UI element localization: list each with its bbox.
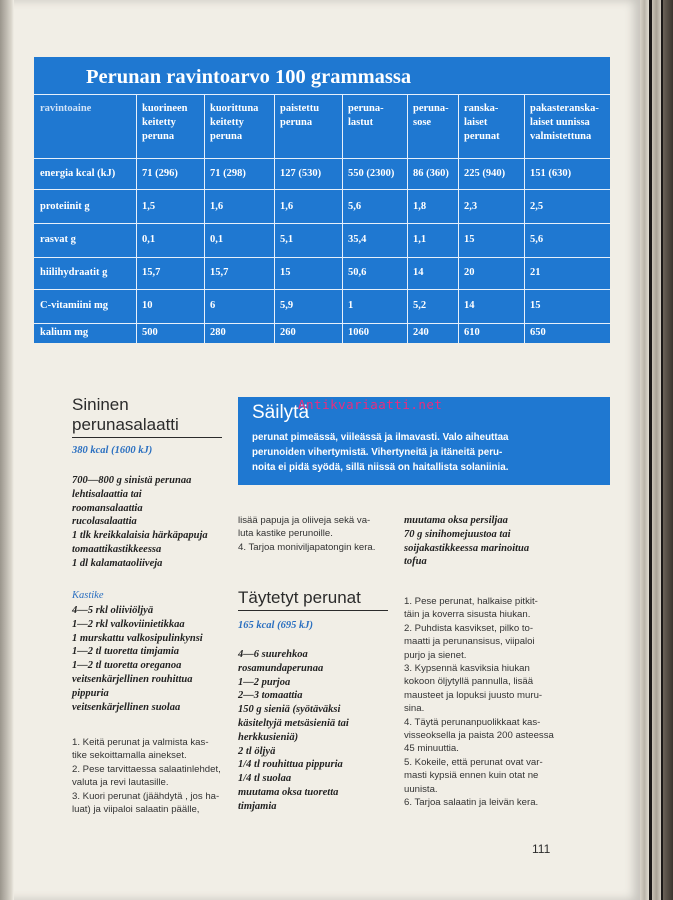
table-cell: 5,1 [280,234,294,245]
table-cell: 225 (940) [464,168,506,179]
ingredient-line: rucolasalaattia [72,516,137,528]
salad-steps [72,736,221,816]
table-cell: 650 [530,327,546,338]
step-line: valuta ja revi lautasille. [72,777,169,789]
table-cell: 71 (298) [210,168,246,179]
step-line: 4. Tarjoa moniviljapatongin kera. [238,541,376,553]
ingredient-line: 1 murskattu valkosipulinkynsi [72,632,203,644]
table-cell: 15,7 [210,267,229,278]
table-column-header [280,102,319,130]
step-line: purjo ja sienet. [404,649,467,661]
header-line: laiset uunissa [530,117,590,128]
ingredient-line: soijakastikkeessa marinoitua [404,542,530,554]
storage-title: Säilytä [252,402,310,423]
table-cell: 1,5 [142,201,156,212]
ingredient-line: 1 tlk kreikkalaisia härkäpapuja [72,530,208,542]
ingredient-line: timjamia [238,800,277,812]
table-row-label: energia kcal (kJ) [40,168,116,179]
header-line: peruna- [348,103,384,114]
header-line: kuorittuna [210,103,259,114]
table-column-header [210,102,258,144]
table-cell: 50,6 [348,267,367,278]
page-number: 111 [532,842,551,856]
salad-kcal: 380 kcal (1600 kJ) [72,445,153,456]
step-line: maatti ja perunansisus, viipaloi [404,636,535,648]
table-row-label: kalium mg [40,327,89,338]
ingredient-line: 2 tl öljyä [238,745,276,757]
step-line: täin ja koverra sisusta hiukan. [404,609,531,621]
watermark-text: Antikvariaatti.net [298,397,443,412]
table-cell: 5,9 [280,300,294,311]
table-column-header [142,102,188,144]
header-line: peruna- [413,103,449,114]
table-cell: 240 [413,327,429,338]
header-line: kuorineen [142,103,188,114]
step-line: kokoon öljytyllä pannulla, lisää [404,676,534,688]
step-line: sina. [404,703,425,715]
table-cell: 2,3 [464,201,478,212]
table-cell: 1,6 [280,201,294,212]
table-cell: 20 [464,267,475,278]
table-cell: 86 (360) [413,168,449,179]
table-column-header [40,102,91,116]
page-gutter-shadow [0,0,14,900]
table-cell: 260 [280,327,296,338]
ingredient-line: herkkusieniä) [238,731,299,743]
table-column-header [413,102,449,130]
ingredient-line: rosamundaperunaa [238,662,324,674]
table-cell: 610 [464,327,480,338]
table-cell: 14 [464,300,475,311]
storage-text-line: noita ei pidä syödä, sillä niissä on haitallista solaniinia. [252,462,509,473]
stuffed-ingredients-right [404,514,529,569]
table-cell: 1 [348,300,354,311]
ingredient-line: roomansalaattia [72,502,143,514]
table-row-label: rasvat g [40,234,76,245]
header-line: valmistettuna [530,131,592,142]
header-line: keitetty [142,117,176,128]
ingredient-line: 2—3 tomaattia [238,690,303,702]
table-row-label: proteiinit g [40,201,90,212]
table-cell: 15,7 [142,267,161,278]
ingredient-line: 4—6 suurehkoa [238,649,308,660]
table-cell: 2,5 [530,201,544,212]
table-cell: 1,6 [210,201,224,212]
table-row-label: C-vitamiini mg [40,300,108,311]
step-line: 45 minuuttia. [404,743,459,755]
step-line: 2. Pese tarvittaessa salaatinlehdet, [72,763,221,775]
table-column-divider [274,94,275,343]
table-column-divider [342,94,343,343]
step-line: 2. Puhdista kasvikset, pilko to- [404,622,534,634]
table-cell: 21 [530,267,541,278]
step-line: masti kypsiä ennen kuin otat ne [404,770,539,782]
header-line: laiset [464,117,488,128]
step-line: 3. Kypsennä kasviksia hiukan [404,663,530,675]
table-column-divider [136,94,137,343]
ingredient-line: 1/4 tl suolaa [238,773,292,785]
sauce-ingredients [72,604,203,714]
storage-text-line: perunat pimeässä, viileässä ja ilmavasti. Valo aiheuttaa [252,432,509,443]
step-line: luat) ja viipaloi salaatin päälle, [72,804,200,816]
table-cell: 10 [142,300,153,311]
table-column-header [530,102,599,144]
table-cell: 5,6 [530,234,544,245]
table-cell: 35,4 [348,234,367,245]
stuffed-title-rule [238,610,388,611]
step-line: 5. Kokeile, että perunat ovat var- [404,756,543,768]
step-line: 1. Keitä perunat ja valmista kas- [72,737,209,748]
salad-steps-continued [238,514,375,554]
stuffed-kcal: 165 kcal (695 kJ) [238,620,313,631]
header-line: perunat [464,131,500,142]
ingredient-line: 1—2 tl tuoretta oreganoa [72,660,182,672]
table-cell: 151 (630) [530,168,572,179]
header-line: pakasteranska- [530,103,599,114]
ingredient-line: 1—2 purjoa [238,676,291,688]
table-row-label: hiilihydraatit g [40,267,108,278]
table-cell: 550 (2300) [348,168,395,179]
page-edge [652,0,661,900]
ingredient-line: lehtisalaattia tai [72,488,142,500]
page-edge [640,0,649,900]
stuffed-ingredients [238,648,349,814]
table-cell: 5,6 [348,201,362,212]
ingredient-line: 1—2 rkl valkoviinietikkaa [72,618,185,630]
step-line: 3. Kuori perunat (jäähdytä , jos ha- [72,790,220,802]
table-cell: 15 [530,300,541,311]
table-column-header [348,102,384,130]
storage-text-line: perunoiden vihertymistä. Vihertyneitä ja itäneitä peru- [252,447,503,458]
table-cell: 0,1 [142,234,156,245]
ingredient-line: 150 g sieniä (syötäväksi [238,704,341,716]
header-line: peruna [210,131,243,142]
header-line: ranska- [464,103,499,114]
salad-title-line-2: perunasalaatti [72,415,179,434]
ingredient-line: veitsenkärjellinen suolaa [72,701,181,713]
ingredient-line: 4—5 rkl oliiviöljyä [72,605,154,616]
ingredient-line: pippuria [72,687,109,699]
ingredient-line: 700—800 g sinistä perunaa [72,475,192,486]
header-line: ravintoaine [40,103,92,114]
table-cell: 15 [280,267,291,278]
nutrition-table [34,57,610,343]
table-cell: 1,1 [413,234,427,245]
table-column-divider [458,94,459,343]
salad-title-rule [72,437,222,438]
table-cell: 1,8 [413,201,427,212]
table-cell: 0,1 [210,234,224,245]
stuffed-steps [404,595,554,810]
ingredient-line: tomaattikastikkeessa [72,543,162,555]
step-line: visseoksella ja paista 200 asteessa [404,730,554,742]
step-line: 1. Pese perunat, halkaise pitkit- [404,596,538,607]
header-line: paistettu [280,103,320,114]
step-line: mausteet ja lopuksi juusto muru- [404,689,543,701]
table-cell: 14 [413,267,424,278]
ingredient-line: tofua [404,556,427,568]
ingredient-line: 70 g sinihomejuustoa tai [404,528,511,540]
table-cell: 127 (530) [280,168,322,179]
step-line: 4. Täytä perunanpuolikkaat kas- [404,716,541,728]
salad-title-line-1: Sininen [72,395,129,414]
ingredient-line: veitsenkärjellinen rouhittua [72,673,193,685]
table-column-divider [407,94,408,343]
header-line: peruna [280,117,313,128]
book-cover-edge [663,0,673,900]
storage-text [252,430,602,475]
table-column-header [464,102,500,144]
ingredient-line: muutama oksa persiljaa [404,515,508,526]
header-line: lastut [348,117,374,128]
step-line: 6. Tarjoa salaatin ja leivän kera. [404,797,539,809]
table-cell: 71 (296) [142,168,178,179]
ingredient-line: 1/4 tl rouhittua pippuria [238,759,343,771]
ingredient-line: 1—2 tl tuoretta timjamia [72,646,180,658]
step-line: tike sekoittamalla ainekset. [72,750,187,762]
table-cell: 5,2 [413,300,427,311]
step-line: uunista. [404,783,438,795]
ingredient-line: muutama oksa tuoretta [238,786,339,798]
table-title: Perunan ravintoarvo 100 grammassa [86,66,412,88]
stuffed-title: Täytetyt perunat [238,588,361,607]
table-cell: 15 [464,234,475,245]
header-line: keitetty [210,117,244,128]
table-cell: 280 [210,327,226,338]
sauce-heading: Kastike [72,590,104,601]
step-line: luta kastike perunoille. [238,528,333,540]
table-column-divider [524,94,525,343]
salad-ingredients [72,474,208,571]
table-column-divider [204,94,205,343]
ingredient-line: 1 dl kalamataoliiveja [72,557,163,569]
header-line: sose [413,117,432,128]
step-line: lisää papuja ja oliiveja sekä va- [238,515,371,526]
ingredient-line: käsiteltyjä metsäsieniä tai [238,717,349,729]
table-cell: 6 [210,300,216,311]
header-line: peruna [142,131,175,142]
table-cell: 500 [142,327,158,338]
table-cell: 1060 [348,327,369,338]
